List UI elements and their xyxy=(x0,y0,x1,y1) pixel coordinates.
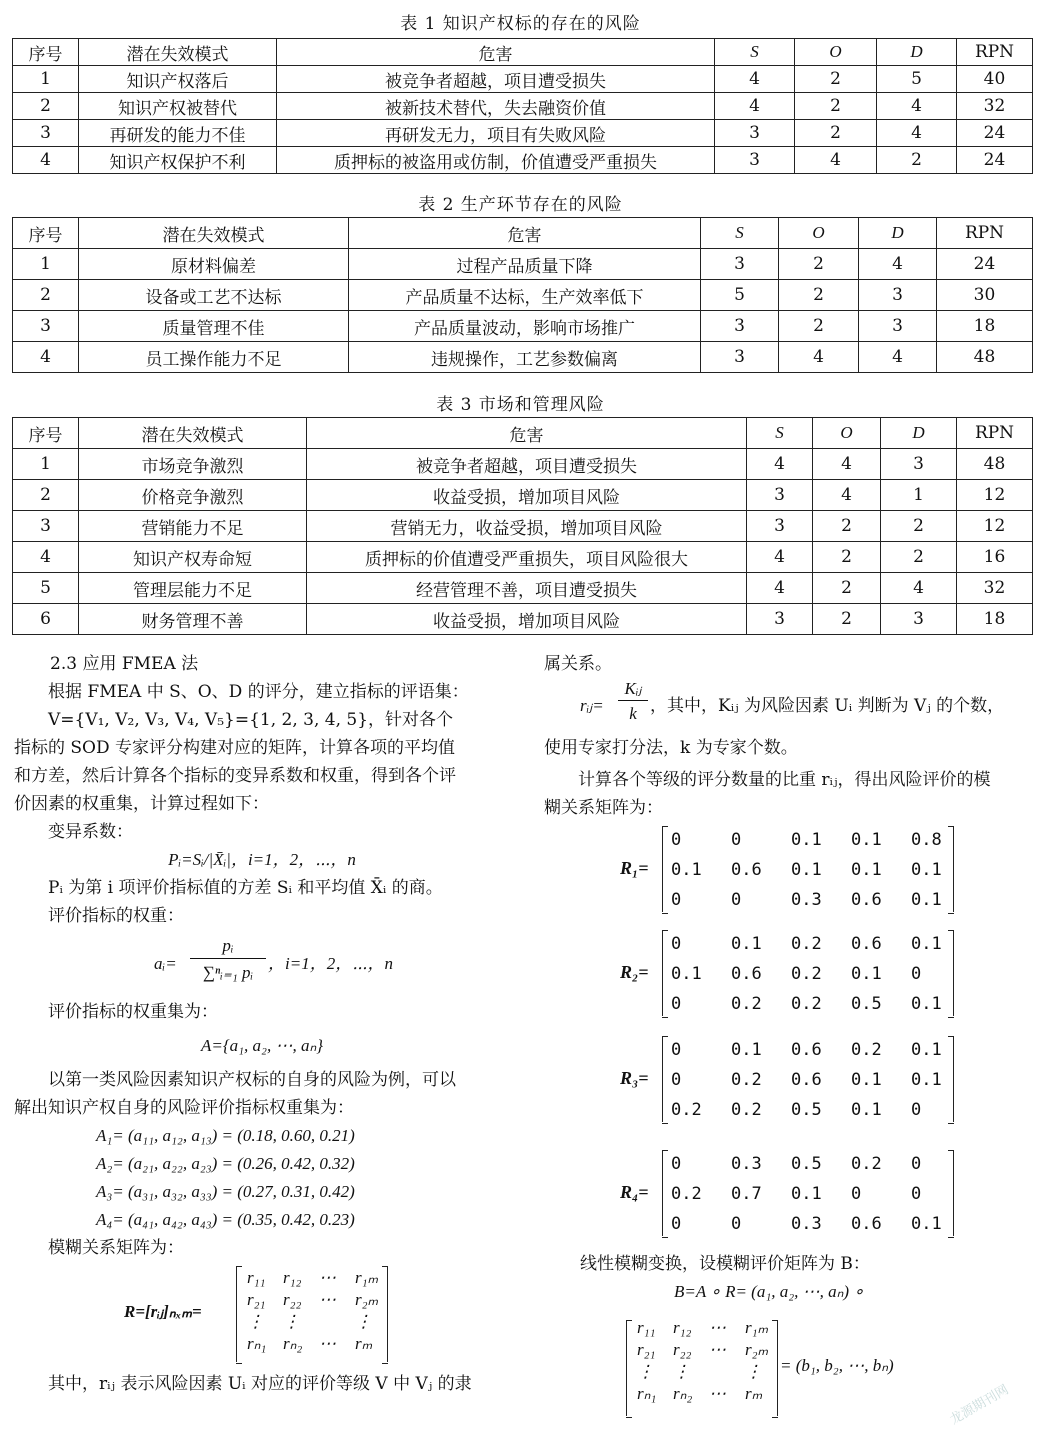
table-cell: 再研发的能力不佳 xyxy=(79,120,277,147)
table-cell: 3 xyxy=(13,311,79,342)
table-cell: 1 xyxy=(13,66,79,93)
matrix-entry: r₂₂ xyxy=(673,1340,692,1359)
table-cell: 18 xyxy=(937,311,1033,342)
table-cell: 被新技术替代，失去融资价值 xyxy=(277,93,715,120)
table-cell: 24 xyxy=(957,147,1033,174)
table-cell: 3 xyxy=(715,120,795,147)
matrix-entry: 0.1 xyxy=(851,860,882,880)
table-cell: 4 xyxy=(779,342,859,373)
table-cell: 3 xyxy=(747,511,813,542)
table-cell: 产品质量不达标，生产效率低下 xyxy=(349,280,701,311)
matrix-entry: r₂₂ xyxy=(283,1290,302,1309)
column-header: D xyxy=(881,418,957,449)
table-cell: 原材料偏差 xyxy=(79,249,349,280)
formula-part: aᵢ= xyxy=(154,954,177,973)
table-cell: 2 xyxy=(795,93,877,120)
paragraph: Pᵢ 为第 i 项评价指标值的方差 Sᵢ 和平均值 X̄ᵢ 的商。 xyxy=(48,878,443,898)
weight-set-formula: A={a₁, a₂, ⋯, aₙ} xyxy=(200,1036,324,1055)
matrix-entry: ⋮ xyxy=(247,1312,264,1331)
table-cell: 3 xyxy=(747,604,813,635)
table-cell: 48 xyxy=(937,342,1033,373)
table-cell: 管理层能力不足 xyxy=(79,573,307,604)
column-header: O xyxy=(813,418,881,449)
table-cell: 3 xyxy=(881,604,957,635)
column-header: RPN xyxy=(957,39,1033,66)
table-cell: 4 xyxy=(813,480,881,511)
table-cell: 3 xyxy=(715,147,795,174)
matrix-entry: 0.1 xyxy=(731,1040,762,1060)
table-row xyxy=(13,93,1033,120)
matrix-entry: 0.6 xyxy=(851,934,882,954)
table-cell: 4 xyxy=(13,342,79,373)
table-header-row xyxy=(13,418,1033,449)
column-header: S xyxy=(701,218,779,249)
table-cell: 3 xyxy=(13,511,79,542)
table-header-row xyxy=(13,218,1033,249)
table-cell: 2 xyxy=(13,280,79,311)
column-header: S xyxy=(715,39,795,66)
matrix-entry: 0.1 xyxy=(911,994,942,1014)
table-cell: 知识产权落后 xyxy=(79,66,277,93)
column-header: 序号 xyxy=(13,418,79,449)
table-cell: 4 xyxy=(859,249,937,280)
label: 评价指标的权重： xyxy=(48,906,184,926)
table-row xyxy=(13,280,1033,311)
matrix-entry: 0.1 xyxy=(851,830,882,850)
matrix-entry: ⋯ xyxy=(319,1290,336,1309)
table-cell: 营销无力，收益受损，增加项目风险 xyxy=(307,511,747,542)
matrix-entry: 0 xyxy=(671,830,682,850)
table-cell: 4 xyxy=(13,147,79,174)
cv-formula: Pᵢ=Sᵢ/|X̄ᵢ|，i=1，2，⋯，n xyxy=(168,850,356,869)
label: 评价指标的权重集为： xyxy=(48,1002,218,1022)
r-matrix-1 xyxy=(662,826,954,912)
table-cell: 2 xyxy=(795,66,877,93)
matrix-entry: ⋮ xyxy=(637,1362,654,1381)
paragraph-line: 线性模糊变换，设模糊评价矩阵为 B： xyxy=(580,1254,870,1274)
matrix-entry: 0.1 xyxy=(851,964,882,984)
column-header: O xyxy=(795,39,877,66)
table-cell: 2 xyxy=(13,480,79,511)
paragraph-line: 属关系。 xyxy=(544,654,612,674)
matrix-entry: 0.5 xyxy=(791,1100,822,1120)
r-matrix-2 xyxy=(662,930,954,1016)
matrix-entry: 0.2 xyxy=(851,1040,882,1060)
table-cell: 4 xyxy=(747,573,813,604)
table-cell: 2 xyxy=(881,511,957,542)
table-cell: 知识产权被替代 xyxy=(79,93,277,120)
formula-part: ，i=1，2，⋯，n xyxy=(268,954,393,973)
formula-numerator: pᵢ xyxy=(190,934,266,959)
right-column xyxy=(544,650,1034,822)
table-cell: 16 xyxy=(957,542,1033,573)
matrix-entry: 0.1 xyxy=(851,1070,882,1090)
column-header: RPN xyxy=(957,418,1033,449)
table-cell: 2 xyxy=(13,93,79,120)
matrix-entry: ⋯ xyxy=(709,1318,726,1337)
table-cell: 质押标的被盗用或仿制，价值遭受严重损失 xyxy=(277,147,715,174)
matrix-entry: 0.1 xyxy=(791,860,822,880)
column-header: 危害 xyxy=(277,39,715,66)
matrix-entry: 0 xyxy=(671,890,682,910)
b-result: = (b₁, b₂, ⋯, bₙ) xyxy=(780,1356,894,1375)
paragraph-line: 和方差，然后计算各个指标的变异系数和权重，得到各个评 xyxy=(14,766,456,786)
matrix-entry: rₙ₂ xyxy=(673,1384,693,1403)
linear-transform xyxy=(580,1250,1030,1306)
table-cell: 40 xyxy=(957,66,1033,93)
table-cell: 再研发无力，项目有失败风险 xyxy=(277,120,715,147)
paragraph: V={V₁, V₂, V₃, V₄, V₅}={1, 2, 3, 4, 5}，针对各个 xyxy=(48,710,454,730)
table-cell: 质量管理不佳 xyxy=(79,311,349,342)
fuzzy-matrix-formula xyxy=(14,1262,510,1366)
matrix-entry: r₁₂ xyxy=(283,1268,302,1287)
paragraph: 根据 FMEA 中 S、O、D 的评分，建立指标的评语集： xyxy=(48,682,469,702)
matrix-entry: 0 xyxy=(911,1184,922,1204)
matrix-entry: 0 xyxy=(671,1214,682,1234)
section-heading: 2.3 应用 FMEA 法 xyxy=(50,654,199,674)
r-matrix xyxy=(236,1266,388,1362)
table-cell: 2 xyxy=(881,542,957,573)
matrix-entry: ⋯ xyxy=(319,1268,336,1287)
column-header: O xyxy=(779,218,859,249)
table-cell: 价格竞争激烈 xyxy=(79,480,307,511)
matrix-entry: 0.2 xyxy=(791,964,822,984)
matrix-entry: ⋮ xyxy=(355,1312,372,1331)
column-header: 危害 xyxy=(349,218,701,249)
matrix-entry: 0 xyxy=(731,890,742,910)
matrix-label: R₃= xyxy=(620,1068,649,1088)
matrix-label: R₁= xyxy=(620,858,649,878)
table-cell: 质押标的价值遭受严重损失，项目风险很大 xyxy=(307,542,747,573)
table-cell: 12 xyxy=(957,511,1033,542)
table2-caption: 表 2 生产环节存在的风险 xyxy=(418,195,623,215)
matrix-entry: 0 xyxy=(671,994,682,1014)
table-cell: 2 xyxy=(813,573,881,604)
paragraph: 计算各个等级的评分数量的比重 rᵢⱼ，得出风险评价的模 xyxy=(578,770,991,790)
formula-part: R=[rᵢⱼ]ₙₓₘ= xyxy=(124,1302,202,1321)
paragraph: 其中，rᵢⱼ 表示风险因素 Uᵢ 对应的评价等级 V 中 Vⱼ 的隶 xyxy=(48,1374,472,1394)
left-column xyxy=(14,650,510,1398)
matrix-entry: 0 xyxy=(911,964,922,984)
table-cell: 被竞争者超越，项目遭受损失 xyxy=(277,66,715,93)
matrix-entry: 0.1 xyxy=(911,934,942,954)
table-cell: 产品质量波动，影响市场推广 xyxy=(349,311,701,342)
table-cell: 经营管理不善，项目遭受损失 xyxy=(307,573,747,604)
matrix-entry: 0 xyxy=(731,830,742,850)
table1-caption: 表 1 知识产权标的存在的风险 xyxy=(400,14,641,34)
table-cell: 3 xyxy=(747,480,813,511)
table-row xyxy=(13,573,1033,604)
matrix-entry: r₂ₘ xyxy=(745,1340,769,1359)
table-cell: 4 xyxy=(877,120,957,147)
matrix-entry: r₁₁ xyxy=(247,1268,266,1287)
table-cell: 2 xyxy=(813,511,881,542)
r-matrix-4 xyxy=(662,1150,954,1236)
table-cell: 违规操作，工艺参数偏离 xyxy=(349,342,701,373)
matrix-entry: r₂₁ xyxy=(247,1290,266,1309)
table-cell: 营销能力不足 xyxy=(79,511,307,542)
b-r-matrix xyxy=(626,1320,778,1416)
column-header: 潜在失效模式 xyxy=(79,218,349,249)
matrix-entry: 0.1 xyxy=(851,1100,882,1120)
formula-denominator: k xyxy=(629,704,637,723)
table-cell: 员工操作能力不足 xyxy=(79,342,349,373)
table-cell: 2 xyxy=(779,311,859,342)
matrix-entry: rₙ₂ xyxy=(283,1334,303,1353)
label: 模糊关系矩阵为： xyxy=(48,1238,184,1258)
matrix-entry: ⋮ xyxy=(283,1312,300,1331)
table-header-row xyxy=(13,39,1033,66)
matrix-entry: ⋯ xyxy=(319,1334,336,1353)
formula-part: rᵢⱼ= xyxy=(580,696,604,715)
matrix-entry: ⋮ xyxy=(745,1362,762,1381)
matrix-entry: 0.1 xyxy=(671,964,702,984)
table-cell: 3 xyxy=(859,311,937,342)
table-cell: 5 xyxy=(701,280,779,311)
paragraph-line: 使用专家打分法，k 为专家个数。 xyxy=(544,738,798,758)
table-cell: 30 xyxy=(937,280,1033,311)
label: 变异系数： xyxy=(48,822,133,842)
table-cell: 收益受损，增加项目风险 xyxy=(307,480,747,511)
matrix-entry: 0.2 xyxy=(851,1154,882,1174)
matrix-entry: 0.1 xyxy=(911,1040,942,1060)
matrix-entry: 0.1 xyxy=(911,1070,942,1090)
table-cell: 32 xyxy=(957,93,1033,120)
table-cell: 3 xyxy=(701,249,779,280)
paragraph-line: 糊关系矩阵为： xyxy=(544,798,663,818)
table-cell: 被竞争者超越，项目遭受损失 xyxy=(307,449,747,480)
matrix-entry: 0.2 xyxy=(731,1070,762,1090)
matrix-entry: 0.1 xyxy=(911,1214,942,1234)
column-header: D xyxy=(877,39,957,66)
matrix-entry: 0.6 xyxy=(851,890,882,910)
matrix-entry: 0 xyxy=(911,1100,922,1120)
table-cell: 4 xyxy=(859,342,937,373)
matrix-entry: 0.2 xyxy=(671,1184,702,1204)
table-cell: 设备或工艺不达标 xyxy=(79,280,349,311)
table-cell: 2 xyxy=(779,249,859,280)
column-header: 危害 xyxy=(307,418,747,449)
table-cell: 4 xyxy=(795,147,877,174)
table-cell: 12 xyxy=(957,480,1033,511)
matrix-entry: rₙ₁ xyxy=(247,1334,267,1353)
matrix-entry: 0 xyxy=(731,1214,742,1234)
matrix-entry: 0.5 xyxy=(851,994,882,1014)
table-cell: 6 xyxy=(13,604,79,635)
matrix-label: R₂= xyxy=(620,962,649,982)
matrix-entry: r₂₁ xyxy=(637,1340,656,1359)
r-matrix-3 xyxy=(662,1036,954,1122)
formula-text: ，其中，Kᵢⱼ 为风险因素 Uᵢ 判断为 Vⱼ 的个数， xyxy=(650,696,1005,716)
table-cell: 3 xyxy=(13,120,79,147)
b-formula: B=A ∘ R= (a₁, a₂, ⋯, aₙ) ∘ xyxy=(674,1282,864,1301)
column-header: 序号 xyxy=(13,39,79,66)
matrix-entry: 0.1 xyxy=(911,890,942,910)
table-cell: 4 xyxy=(877,93,957,120)
matrix-entry: r₁ₘ xyxy=(745,1318,769,1337)
matrix-label: R₄= xyxy=(620,1182,649,1202)
weight-set-line: A₂= (a₂₁, a₂₂, a₂₃) = (0.26, 0.42, 0.32) xyxy=(96,1154,355,1173)
weight-formula xyxy=(14,930,510,998)
matrix-entry: 0 xyxy=(671,934,682,954)
column-header: D xyxy=(859,218,937,249)
table-cell: 2 xyxy=(795,120,877,147)
table-row xyxy=(13,511,1033,542)
matrix-entry: 0.7 xyxy=(731,1184,762,1204)
table-row xyxy=(13,449,1033,480)
table-row xyxy=(13,66,1033,93)
table-3 xyxy=(12,417,1033,635)
table-cell: 4 xyxy=(813,449,881,480)
table-cell: 4 xyxy=(13,542,79,573)
matrix-entry: r₁ₘ xyxy=(355,1268,379,1287)
matrix-entry: 0.1 xyxy=(671,860,702,880)
table-row xyxy=(13,342,1033,373)
matrix-entry: 0.1 xyxy=(791,1184,822,1204)
table-cell: 3 xyxy=(881,449,957,480)
table-cell: 知识产权保护不利 xyxy=(79,147,277,174)
table-2 xyxy=(12,217,1033,373)
paragraph-line: 指标的 SOD 专家评分构建对应的矩阵，计算各项的平均值 xyxy=(14,738,456,758)
table-1 xyxy=(12,38,1033,174)
table-cell: 4 xyxy=(747,542,813,573)
matrix-entry: ⋮ xyxy=(673,1362,690,1381)
table-cell: 1 xyxy=(13,449,79,480)
matrix-entry: 0.6 xyxy=(731,964,762,984)
formula-numerator: Kᵢⱼ xyxy=(618,678,648,701)
matrix-entry: 0.2 xyxy=(731,1100,762,1120)
matrix-entry: r₂ₘ xyxy=(355,1290,379,1309)
table3-caption: 表 3 市场和管理风险 xyxy=(436,395,605,415)
table-cell: 32 xyxy=(957,573,1033,604)
column-header: RPN xyxy=(937,218,1033,249)
table-cell: 5 xyxy=(877,66,957,93)
table-row xyxy=(13,120,1033,147)
matrix-entry: 0.2 xyxy=(791,934,822,954)
matrix-entry: 0.1 xyxy=(911,860,942,880)
matrix-entry: 0 xyxy=(671,1040,682,1060)
table-cell: 3 xyxy=(859,280,937,311)
table-row xyxy=(13,147,1033,174)
table-cell: 过程产品质量下降 xyxy=(349,249,701,280)
table-cell: 18 xyxy=(957,604,1033,635)
weight-set-line: A₄= (a₄₁, a₄₂, a₄₃) = (0.35, 0.42, 0.23) xyxy=(96,1210,355,1229)
table-cell: 4 xyxy=(747,449,813,480)
table-row xyxy=(13,604,1033,635)
matrix-entry: 0.2 xyxy=(671,1100,702,1120)
table-row xyxy=(13,311,1033,342)
table-cell: 2 xyxy=(813,604,881,635)
weight-set-line: A₁= (a₁₁, a₁₂, a₁₃) = (0.18, 0.60, 0.21) xyxy=(96,1126,355,1145)
matrix-entry: rₘ xyxy=(355,1334,373,1353)
matrix-entry: 0.6 xyxy=(791,1040,822,1060)
table-row xyxy=(13,542,1033,573)
matrix-entry: 0 xyxy=(911,1154,922,1174)
table-cell: 4 xyxy=(881,573,957,604)
matrix-entry: 0.3 xyxy=(791,1214,822,1234)
paragraph-line: 解出知识产权自身的风险评价指标权重集为： xyxy=(14,1098,354,1118)
watermark: 龙源期刊网 xyxy=(947,1382,1012,1428)
table-cell: 1 xyxy=(881,480,957,511)
table-cell: 5 xyxy=(13,573,79,604)
table-cell: 2 xyxy=(877,147,957,174)
paragraph-line: 价因素的权重集，计算过程如下： xyxy=(14,794,269,814)
matrix-entry: r₁₁ xyxy=(637,1318,656,1337)
column-header: S xyxy=(747,418,813,449)
matrix-entry: 0.6 xyxy=(731,860,762,880)
table-cell: 收益受损，增加项目风险 xyxy=(307,604,747,635)
formula-denominator: ∑ⁿᵢ₌₁ pᵢ xyxy=(202,963,254,982)
matrix-entry: 0.5 xyxy=(791,1154,822,1174)
table-row xyxy=(13,249,1033,280)
matrix-entry: 0.2 xyxy=(791,994,822,1014)
matrix-entry: r₁₂ xyxy=(673,1318,692,1337)
table-cell: 3 xyxy=(701,311,779,342)
matrix-entry: 0 xyxy=(851,1184,862,1204)
table-row xyxy=(13,480,1033,511)
table-cell: 市场竞争激烈 xyxy=(79,449,307,480)
matrix-entry: rₘ xyxy=(745,1384,763,1403)
table-cell: 知识产权寿命短 xyxy=(79,542,307,573)
table-cell: 3 xyxy=(701,342,779,373)
matrix-entry: ⋯ xyxy=(709,1340,726,1359)
matrix-entry: 0.1 xyxy=(791,830,822,850)
weight-sets xyxy=(14,1122,510,1234)
matrix-entry: rₙ₁ xyxy=(637,1384,657,1403)
matrix-entry: 0.8 xyxy=(911,830,942,850)
column-header: 序号 xyxy=(13,218,79,249)
matrix-entry: 0.6 xyxy=(851,1214,882,1234)
table-cell: 24 xyxy=(937,249,1033,280)
table-cell: 4 xyxy=(715,93,795,120)
matrix-entry: 0.1 xyxy=(731,934,762,954)
matrix-entry: 0 xyxy=(671,1070,682,1090)
table-cell: 财务管理不善 xyxy=(79,604,307,635)
rij-formula xyxy=(544,678,1034,734)
column-header: 潜在失效模式 xyxy=(79,418,307,449)
matrix-entry: 0.6 xyxy=(791,1070,822,1090)
matrix-entry: 0.2 xyxy=(731,994,762,1014)
matrix-entry: ⋯ xyxy=(709,1384,726,1403)
matrix-entry: 0 xyxy=(671,1154,682,1174)
paragraph: 以第一类风险因素知识产权标的自身的风险为例，可以 xyxy=(48,1070,456,1090)
weight-set-line: A₃= (a₃₁, a₃₂, a₃₃) = (0.27, 0.31, 0.42) xyxy=(96,1182,355,1201)
table-cell: 2 xyxy=(779,280,859,311)
table-cell: 2 xyxy=(813,542,881,573)
table-cell: 1 xyxy=(13,249,79,280)
table-cell: 4 xyxy=(715,66,795,93)
matrix-entry: 0.3 xyxy=(731,1154,762,1174)
table-cell: 24 xyxy=(957,120,1033,147)
column-header: 潜在失效模式 xyxy=(79,39,277,66)
table-cell: 48 xyxy=(957,449,1033,480)
matrix-entry: 0.3 xyxy=(791,890,822,910)
